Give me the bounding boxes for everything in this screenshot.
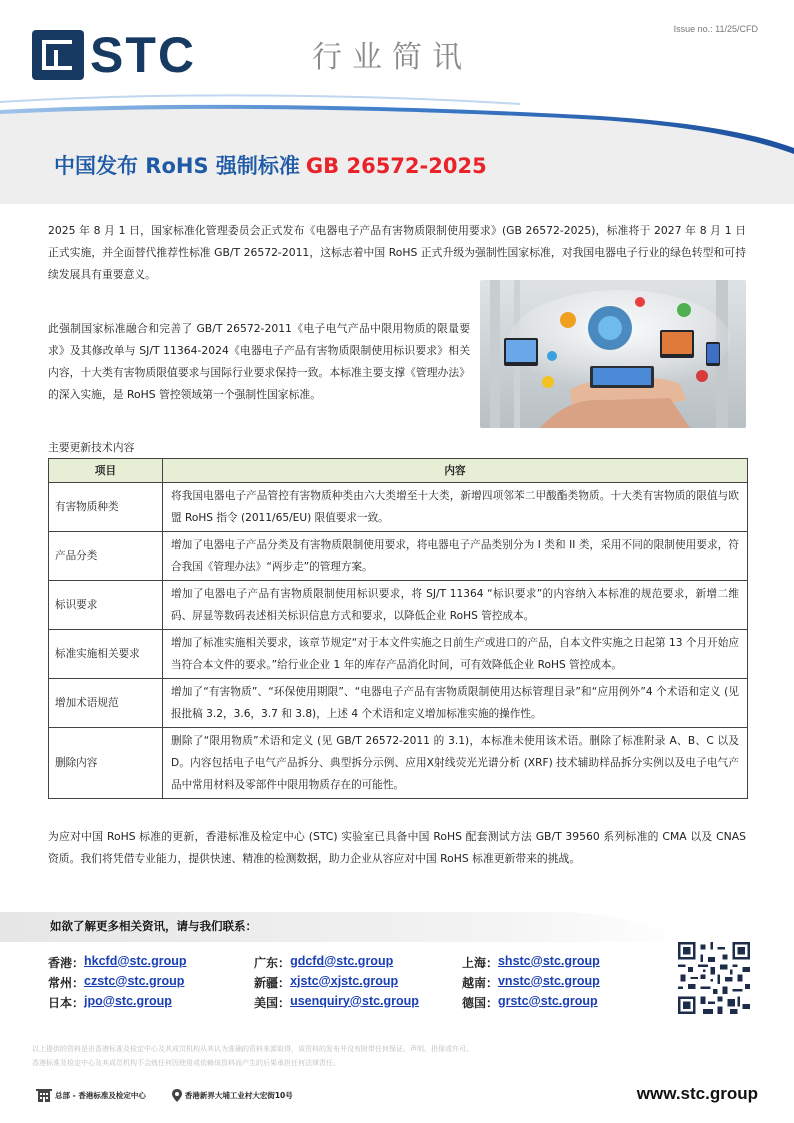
contact-entry [254, 994, 462, 1011]
table-cell-item: 有害物质种类 [49, 483, 163, 532]
table-cell-item: 增加术语规范 [49, 679, 163, 728]
contact-region: 越南： [461, 975, 498, 990]
contact-region: 上海： [461, 955, 498, 970]
contact-region: 日本： [48, 995, 85, 1010]
contact-region: 香港： [48, 955, 85, 970]
contact-email-link[interactable]: hkcfd@stc.group [84, 953, 187, 968]
contact-email-link[interactable]: jpo@stc.group [84, 993, 172, 1008]
table-cell-item: 产品分类 [49, 532, 163, 581]
table-cell-content: 增加了标准实施相关要求，该章节规定“对于本文件实施之日前生产或进口的产品，自本文件实施之日起第 13 个月开始应当符合本文件的要求。”给行业企业 1 年的库存产品消化时间，可有效降低企业 RoHS 管控成本。 [163, 630, 748, 679]
brief-label: 行业简讯 [312, 40, 472, 75]
contact-region: 新疆： [254, 975, 291, 990]
standard-scope-paragraph: 此强制国家标准融合和完善了 GB/T 26572-2011《电子电气产品中限用物质的限量要求》及其修改单与 SJ/T 11364-2024《电器电子产品有害物质限制使用标识要求》相关内容，十大类有害物质限值要求与国际行业要求保持一致。本标准主要支撑《管理办法》的深入实施，是 RoHS 管控领域第一个强制性国家标准。 [48, 322, 470, 401]
title-main: 中国发布 RoHS 强制标准 [54, 154, 300, 178]
table-cell-item: 删除内容 [49, 728, 163, 799]
table-header-content: 内容 [163, 459, 748, 483]
table-row [49, 630, 748, 679]
table-cell-item: 标准实施相关要求 [49, 630, 163, 679]
logo-text: STC [90, 27, 196, 83]
contact-heading: 如欲了解更多相关资讯，请与我们联系： [50, 919, 257, 933]
table-row [49, 483, 748, 532]
title-standard-code: GB 26572-2025 [305, 154, 487, 178]
disclaimer [32, 1042, 732, 1070]
stc-service-paragraph: 为应对中国 RoHS 标准的更新，香港标准及检定中心 (STC) 实验室已具备中国 RoHS 配套测试方法 GB/T 39560 系列标准的 CMA 以及 CNAS 资质。我们将凭借专业能力，提供快速、精准的检测数据，助力企业从容应对中国 RoHS 标准更新带来的挑战。 [48, 830, 746, 865]
table-row [49, 679, 748, 728]
qr-code[interactable] [678, 942, 750, 1014]
contact-email-link[interactable]: usenquiry@stc.group [290, 993, 419, 1008]
issue-number: Issue no.: 11/25/CFD [673, 24, 758, 34]
contact-list [48, 952, 668, 1012]
contact-entry [462, 954, 668, 971]
footer-info [36, 1088, 297, 1102]
contact-entry [254, 954, 462, 971]
table-cell-content: 增加了电器电子产品分类及有害物质限制使用要求，将电器电子产品类别分为 I 类和 II 类，采用不同的限制使用要求，符合我国《管理办法》“两步走”的管理方案。 [163, 532, 748, 581]
location-pin-icon [172, 1089, 182, 1102]
contact-entry [462, 994, 668, 1011]
electronics-hand-photo [480, 280, 746, 428]
contact-email-link[interactable]: xjstc@xjstc.group [290, 973, 399, 988]
table-cell-item: 标识要求 [49, 581, 163, 630]
contact-row [48, 992, 668, 1012]
contact-email-link[interactable]: vnstc@stc.group [497, 973, 600, 988]
contact-region: 广东： [254, 955, 291, 970]
table-cell-content: 将我国电器电子产品管控有害物质种类由六大类增至十大类，新增四项邻苯二甲酸酯类物质。十大类有害物质的限值与欧盟 RoHS 指令 (2011/65/EU) 限值要求一致。 [163, 483, 748, 532]
disclaimer-line: 香港标准及检定中心及其成员机构不会就任何因使用或依赖该资料而产生的后果承担任何法律责任。 [32, 1059, 340, 1067]
table-row [49, 728, 748, 799]
table-row [49, 532, 748, 581]
contact-email-link[interactable]: grstc@stc.group [497, 993, 598, 1008]
contact-region: 德国： [461, 995, 498, 1010]
website-link[interactable]: www.stc.group [636, 1084, 758, 1103]
building-icon [36, 1088, 52, 1102]
contact-region: 常州： [48, 975, 85, 990]
contact-email-link[interactable]: gdcfd@stc.group [290, 953, 394, 968]
update-content-table [48, 458, 748, 799]
contact-email-link[interactable]: shstc@stc.group [497, 953, 600, 968]
contact-entry [48, 974, 254, 991]
table-row [49, 581, 748, 630]
table-caption: 主要更新技术内容 [48, 441, 135, 454]
header-swoosh-decoration [0, 92, 794, 204]
disclaimer-line: 以上提供的资料是由香港标准及检定中心及其成员机构从其认为准确的资料来源取得，该资料的发布并没有附带任何保证、声明、担保或许可。 [32, 1045, 473, 1053]
table-header-row [49, 459, 748, 483]
page-title [54, 150, 487, 180]
contact-entry [48, 954, 254, 971]
intro-paragraph: 2025 年 8 月 1 日，国家标准化管理委员会正式发布《电器电子产品有害物质限制使用要求》(GB 26572-2025)，标准将于 2027 年 8 月 1 日正式实施，并全面替代推荐性标准 GB/T 26572-2011，这标志着中国 RoHS 正式升级为强制性国家标准，对我国电器电子行业的绿色转型和可持续发展具有重要意义。 [48, 224, 746, 281]
contact-entry [48, 994, 254, 1011]
contact-entry [254, 974, 462, 991]
contact-email-link[interactable]: czstc@stc.group [84, 973, 185, 988]
table-cell-content: 删除了“限用物质”术语和定义 (见 GB/T 26572-2011 的 3.1)，本标准未使用该术语。删除了标准附录 A、B、C 以及 D。内容包括电子电气产品拆分、典型拆分示例、应用X射线荧光光谱分析 (XRF) 技术辅助样品拆分实例以及电子电气产品中常用材料及零部件中限用物质存在的可能性。 [163, 728, 748, 799]
stc-logo-mark [32, 30, 84, 80]
table-cell-content: 增加了电器电子产品有害物质限制使用标识要求，将 SJ/T 11364 “标识要求”的内容纳入本标准的规范要求，新增二维码、屏显等数码表述相关标识信息方式和要求，以降低企业 RoHS 管控成本。 [163, 581, 748, 630]
stc-logo [32, 27, 196, 83]
contact-region: 美国： [254, 995, 291, 1010]
footer-hq: 总部 - 香港标准及检定中心 [55, 1090, 146, 1100]
contact-entry [462, 974, 668, 991]
table-cell-content: 增加了“有害物质”、“环保使用期限”、“电器电子产品有害物质限制使用达标管理目录”和“应用例外”4 个术语和定义 (见报批稿 3.2，3.6，3.7 和 3.8)，上述 4 个术语和定义增加标准实施的操作性。 [163, 679, 748, 728]
contact-row [48, 972, 668, 992]
table-header-item: 项目 [49, 459, 163, 483]
footer-address: 香港新界大埔工业村大宏街10号 [184, 1090, 293, 1100]
contact-row [48, 952, 668, 972]
